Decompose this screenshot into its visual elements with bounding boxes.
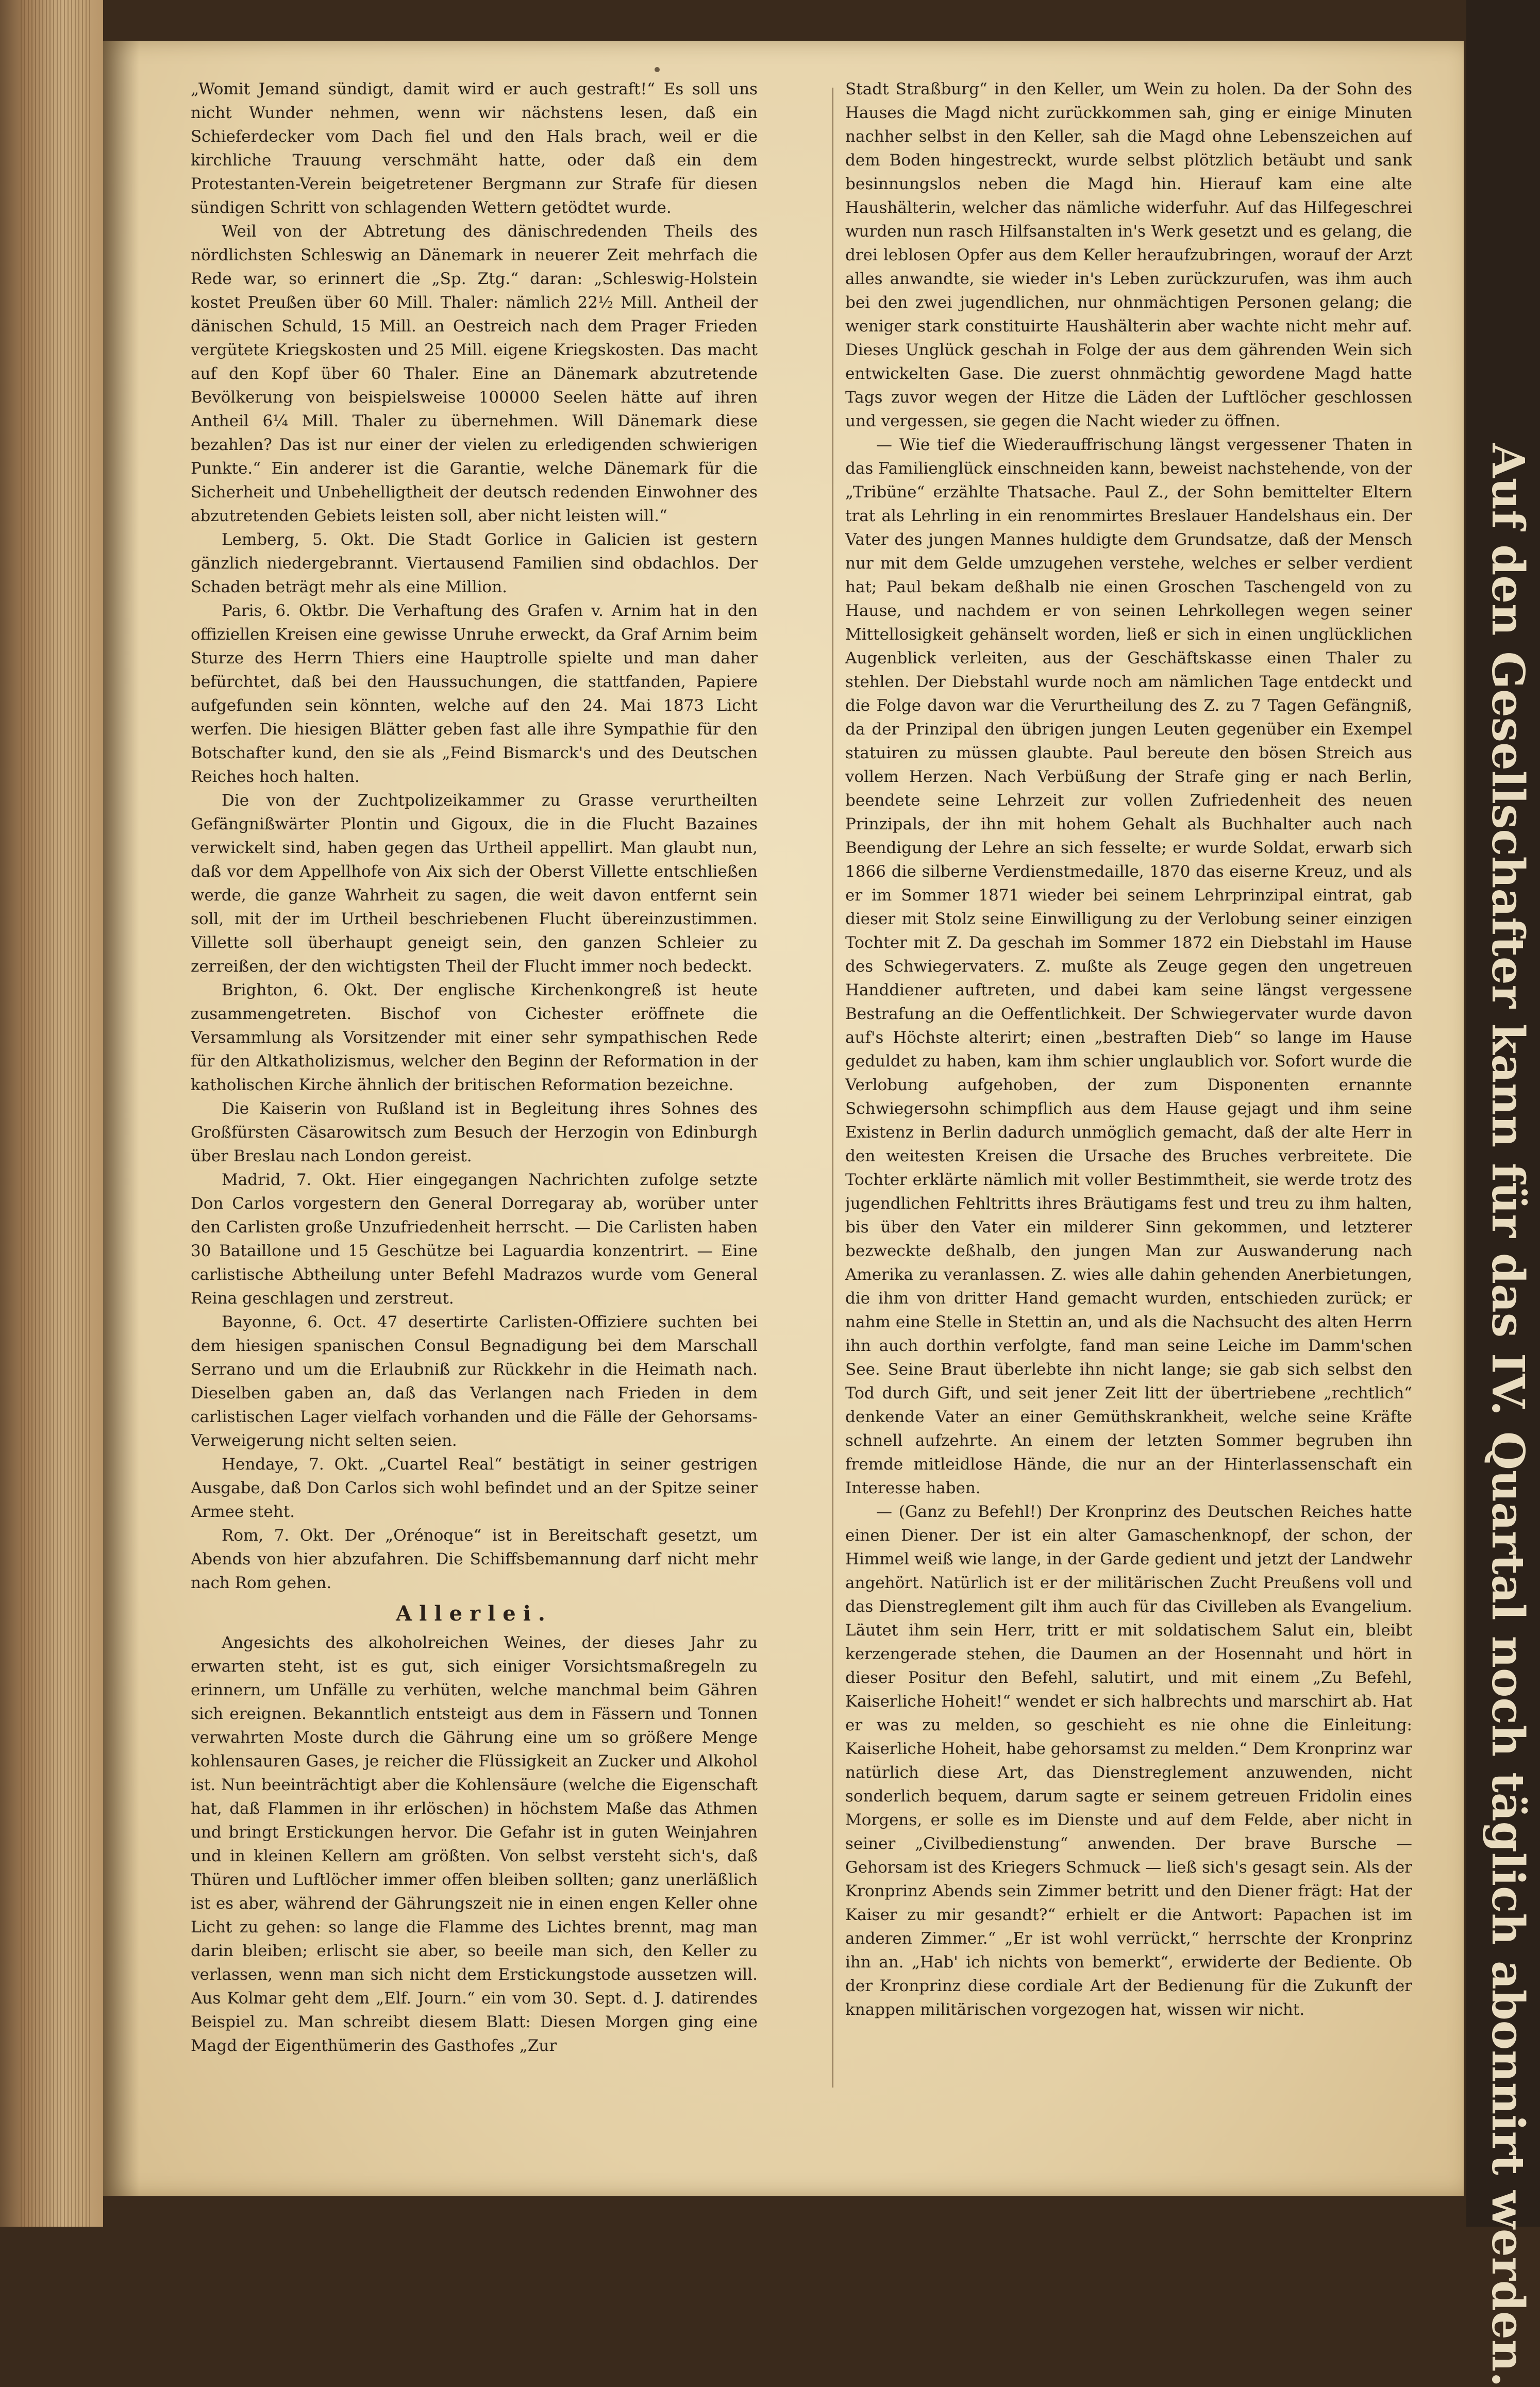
subscription-banner: Auf den Gesellschafter kann für das IV. Quartal noch täglich abonnirt werden. (1482, 443, 1534, 2387)
news-item-paris: Paris, 6. Oktbr. Die Verhaftung des Grafen v. Arnim hat in den offiziellen Kreisen eine gewisse Unruhe erweckt, da Graf Arnim beim Sturze des Herrn Thiers eine Hauptrolle spielte und man daher befürchtet, daß bei den Haussuchungen, die stattfanden, Papiere aufgefunden sein könnten, welche auf den 24. Mai 1873 Licht werfen. Die hiesigen Blätter geben fast alle ihre Sympathie für den Botschafter kund, den sie als „Feind Bismarck's und des Deutschen Reiches hoch halten. (191, 602, 758, 786)
binding-shadow (103, 41, 139, 2196)
news-item-bayonne: Bayonne, 6. Oct. 47 desertirte Carlisten-Offiziere suchten bei dem hiesigen spanischen Consul Begnadigung bei dem Marschall Serrano und um die Erlaubniß zur Rückkehr in die Heimath nach. Dieselben gaben an, daß das Verlangen nach Frieden in dem carlistischen Lager vielfach vorhanden und die Fälle der Gehorsams-Verweigerung nicht selten seien. (191, 1313, 758, 1450)
article-tribuene: — Wie tief die Wiederauffrischung längst vergessener Thaten in das Familienglück einschneiden kann, beweist nachstehende, von der „Tribüne“ erzählte Thatsache. Paul Z., der Sohn bemittelter Eltern trat als Lehrling in ein renommirtes Breslauer Handelshaus ein. Der Vater des jungen Mannes huldigte dem Grundsatze, daß der Mensch nur mit dem Gelde umzugehen verstehe, welches er selber verdient hat; Paul bekam deßhalb nie einen Groschen Taschengeld von zu Hause, und nachdem er von seinen Lehrkollegen wegen seiner Mittellosigkeit gehänselt worden, ließ er sich in einen unglücklichen Augenblick verleiten, aus der Geschäftskasse einen Thaler zu stehlen. Der Diebstahl wurde noch am nämlichen Tage entdeckt und die Folge davon war die Verurtheilung des Z. zu 7 Tagen Gefängniß, da der Prinzipal den übrigen jungen Leuten gegenüber ein Exempel statuiren zu müssen glaubte. Paul bereute den bösen Streich aus vollem Herzen. Nach Verbüßung der Strafe ging er nach Berlin, beendete seine Lehrzeit zur vollen Zufriedenheit des neuen Prinzipals, der ihn mit hohem Gehalt als Buchhalter auch nach Beendigung der Lehre an sich fesselte; er wurde Soldat, erwarb sich 1866 die silberne Verdienstmedaille, 1870 das eiserne Kreuz, und als er im Sommer 1871 wieder bei seinem Lehrprinzipal eintrat, gab dieser mit Stolz seine Einwilligung zu der Verlobung seiner einzigen Tochter mit Z. Da geschah im Sommer 1872 ein Diebstahl im Hause des Schwiegervaters. Z. mußte als Zeuge gegen den ungetreuen Handdiener auftreten, und dabei kam seine längst vergessene Bestrafung an die Oeffentlichkeit. Der Schwiegervater wurde davon auf's Höchste alterirt; einen „bestraften Dieb“ so lange im Hause geduldet zu haben, kam ihm schier unglaublich vor. Sofort wurde die Verlobung aufgehoben, der zum Disponenten ernannte Schwiegersohn schimpflich aus dem Hause gejagt und ihm seine Existenz in Berlin dadurch unmöglich gemacht, daß der alte Herr in den weitesten Kreisen die Ursache des Bruches verbreitete. Die Tochter erklärte nämlich mit voller Bestimmtheit, sie werde trotz des jugendlichen Fehltritts ihres Bräutigams fest und treu zu ihm halten, bis über den Vater ein milderer Sinn gekommen, und letzterer bezweckte deßhalb, den jungen Man zur Auswanderung nach Amerika zu veranlassen. Z. wies alle dahin gehenden Anerbietungen, die ihm von dritter Hand gemacht wurden, entschieden zurück; er nahm eine Stelle in Stettin an, und als die Nachsucht des alten Herrn ihn auch dorthin verfolgte, fand man seine Leiche im Damm'schen See. Seine Braut überlebte ihn nicht lange; sie gab sich selbst den Tod durch Gift, und seit jener Zeit litt der übertriebene „rechtlich“ denkende Vater an einer Gemüthskrankheit, welche seine Kräfte schnell aufzehrte. An einem der letzten Sommer begruben ihn fremde mitleidlose Hände, die nur an der Hinterlassenschaft ein Interesse haben. (845, 436, 1412, 1497)
column-divider (832, 88, 833, 2088)
section-heading-allerlei: Allerlei. (396, 1601, 553, 1626)
page-edge-stripes (21, 0, 93, 2227)
ink-dot (655, 67, 660, 72)
allerlei-paragraph: Angesichts des alkoholreichen Weines, der dieses Jahr zu erwarten steht, ist es gut, sich einiger Vorsichtsmaßregeln zu erinnern, um Unfälle zu verhüten, welche manchmal beim Gähren sich ereignen. Bekanntlich entsteigt aus dem in Fässern und Tonnen verwahrten Moste durch die Gährung eine um so größere Menge kohlensauren Gases, je reicher die Flüssigkeit an Zucker und Alkohol ist. Nun beeinträchtigt aber die Kohlensäure (welche die Eigenschaft hat, daß Flammen in ihr erlöschen) in höchstem Maße das Athmen und bringt Erstickungen hervor. Die Gefahr ist in guten Weinjahren und in kleinen Kellern am größten. Von selbst versteht sich's, daß Thüren und Luftlöcher immer offen bleiben sollten; ganz unerläßlich ist es aber, während der Gährungszeit nie in einen engen Keller ohne Licht zu gehen: so lange die Flamme des Lichtes brennt, mag man darin bleiben; erlischt sie aber, so beeile man sich, den Keller zu verlassen, wenn man sich nicht dem Erstickungstode aussetzen will. Aus Kolmar geht dem „Elf. Journ.“ ein vom 30. Sept. d. J. datirendes Beispiel zu. Man schreibt diesem Blatt: Diesen Morgen ging eine Magd der Eigenthümerin des Gasthofes „Zur (191, 1633, 758, 2055)
news-item-russia: Die Kaiserin von Rußland ist in Begleitung ihres Sohnes des Großfürsten Cäsarowitsch zum Besuch der Herzogin von Edinburgh über Breslau nach London gereist. (191, 1099, 758, 1165)
article-paragraph: „Womit Jemand sündigt, damit wird er auch gestraft!“ Es soll uns nicht Wunder nehmen, wenn wir nächstens lesen, daß ein Schieferdecker vom Dach fiel und den Hals brach, weil er die kirchliche Trauung verschmäht hatte, oder daß ein dem Protestanten-Verein beigetretener Bergmann zur Strafe für diesen sündigen Schritt von schlagenden Wettern getödtet wurde. (191, 80, 758, 217)
news-item-grasse: Die von der Zuchtpolizeikammer zu Grasse verurtheilten Gefängnißwärter Plontin und Gigoux, die in die Flucht Bazaines verwickelt sind, haben gegen das Urtheil appellirt. Man glaubt nun, daß vor dem Appellhofe von Aix sich der Oberst Villette entschließen werde, die ganze Wahrheit zu sagen, die weit davon entfernt sein soll, mit der im Urtheil beschriebenen Flucht übereinzustimmen. Villette soll überhaupt geneigt sein, den ganzen Schleier zu zerreißen, der den wichtigsten Theil der Flucht immer noch bedeckt. (191, 791, 758, 976)
article-kronprinz: — (Ganz zu Befehl!) Der Kronprinz des Deutschen Reiches hatte einen Diener. Der ist ein alter Gamaschenknopf, der schon, der Himmel weiß wie lange, in der Garde gedient und jetzt der Landwehr angehört. Natürlich ist er der militärischen Zucht Preußens voll und das Dienstreglement gilt ihm auch für das Civilleben als Evangelium. Läutet ihm sein Herr, tritt er mit soldatischem Salut ein, bleibt kerzengerade stehen, die Daumen an der Hosennaht und hört in dieser Positur den Befehl, salutirt, und mit einem „Zu Befehl, Kaiserliche Hoheit!“ wendet er sich halbrechts und marschirt ab. Hat er was zu melden, so geschieht es nie ohne die Einleitung: Kaiserliche Hoheit, habe gehorsamst zu melden.“ Dem Kronprinz war natürlich diese Art, das Dienstreglement anzuwenden, nicht sonderlich bequem, darum sagte er seinem getreuen Fridolin eines Morgens, er solle es im Dienste und auf dem Felde, aber nicht in seiner „Civilbedienstung“ anwenden. Der brave Bursche — Gehorsam ist des Kriegers Schmuck — ließ sich's gesagt sein. Als der Kronprinz Abends sein Zimmer betritt und den Diener frägt: Hat der Kaiser zu mir gesandt?“ erhielt er die Antwort: Papachen ist im anderen Zimmer.“ „Er ist wohl verrückt,“ herrschte der Kronprinz ihn an. „Hab' ich nichts von bemerkt“, erwiderte der Bediente. Ob der Kronprinz diese cordiale Art der Bedienung für die Zukunft der knappen militärischen vorgezogen hat, wissen wir nicht. (845, 1503, 1412, 2019)
news-item-rom: Rom, 7. Okt. Der „Orénoque“ ist in Bereitschaft gesetzt, um Abends von hier abzufahren. Die Schiffsbemannung darf nicht mehr nach Rom gehen. (191, 1526, 758, 1592)
news-item-lemberg: Lemberg, 5. Okt. Die Stadt Gorlice in Galicien ist gestern gänzlich niedergebrannt. Viertausend Familien sind obdachlos. Der Schaden beträgt mehr als eine Million. (191, 530, 758, 596)
article-continuation: Stadt Straßburg“ in den Keller, um Wein zu holen. Da der Sohn des Hauses die Magd nicht zurückkommen sah, ging er einige Minuten nachher selbst in den Keller, sah die Magd ohne Lebenszeichen auf dem Boden hingestreckt, wurde selbst plötzlich betäubt und sank besinnungslos neben die Magd hin. Hierauf kam eine alte Haushälterin, welcher das nämliche widerfuhr. Auf das Hilfegeschrei wurden nun rasch Hilfsanstalten in's Werk gesetzt und es gelang, die drei leblosen Opfer aus dem Keller heraufzubringen, worauf der Arzt alles anwandte, sie wieder in's Leben zurückzurufen, was ihm auch bei den zwei jugendlichen, nur ohnmächtigen Personen gelang; die weniger stark constituirte Haushälterin aber wachte nicht mehr auf. Dieses Unglück geschah in Folge der aus dem gährenden Wein sich entwickelten Gase. Die zuerst ohnmächtig gewordene Magd hatte Tags zuvor wegen der Hitze die Läden der Luftlöcher geschlossen und vergessen, sie gegen die Nacht wieder zu öffnen. (845, 80, 1412, 430)
left-column (191, 77, 758, 2088)
news-item-brighton: Brighton, 6. Okt. Der englische Kirchenkongreß ist heute zusammengetreten. Bischof von Cichester eröffnete die Versammlung als Vorsitzender mit einer sehr sympathischen Rede für den Altkatholizismus, welcher den Beginn der Reformation in der katholischen Kirche ähnlich der britischen Reformation bezeichne. (191, 981, 758, 1094)
news-item-madrid: Madrid, 7. Okt. Hier eingegangen Nachrichten zufolge setzte Don Carlos vorgestern den General Dorregaray ab, worüber unter den Carlisten große Unzufriedenheit herrscht. — Die Carlisten haben 30 Bataillone und 15 Geschütze bei Laguardia konzentrirt. — Eine carlistische Abtheilung unter Befehl Madrazos wurde vom General Reina geschlagen und zerstreut. (191, 1171, 758, 1308)
article-paragraph: Weil von der Abtretung des dänischredenden Theils des nördlichsten Schleswig an Dänemark in neuerer Zeit mehrfach die Rede war, so erinnert die „Sp. Ztg.“ daran: „Schleswig-Holstein kostet Preußen über 60 Mill. Thaler: nämlich 22½ Mill. Antheil der dänischen Schuld, 15 Mill. an Oestreich nach dem Prager Frieden vergütete Kriegskosten und 25 Mill. eigene Kriegskosten. Das macht auf den Kopf über 60 Thaler. Eine an Dänemark abzutretende Bevölkerung von beispielsweise 100000 Seelen hätte auf ihren Antheil 6¼ Mill. Thaler zu übernehmen. Will Dänemark diese bezahlen? Das ist nur einer der vielen zu erledigenden schwierigen Punkte.“ Ein anderer ist die Garantie, welche Dänemark für die Sicherheit und Unbehelligtheit der deutsch redenden Einwohner des abzutretenden Gebiets leisten soll, aber nicht leisten will.“ (191, 222, 758, 525)
book-page-edges (0, 0, 103, 2227)
news-item-hendaye: Hendaye, 7. Okt. „Cuartel Real“ bestätigt in seiner gestrigen Ausgabe, daß Don Carlos sich wohl befindet und an der Spitze seiner Armee steht. (191, 1455, 758, 1521)
right-column (845, 77, 1412, 2088)
